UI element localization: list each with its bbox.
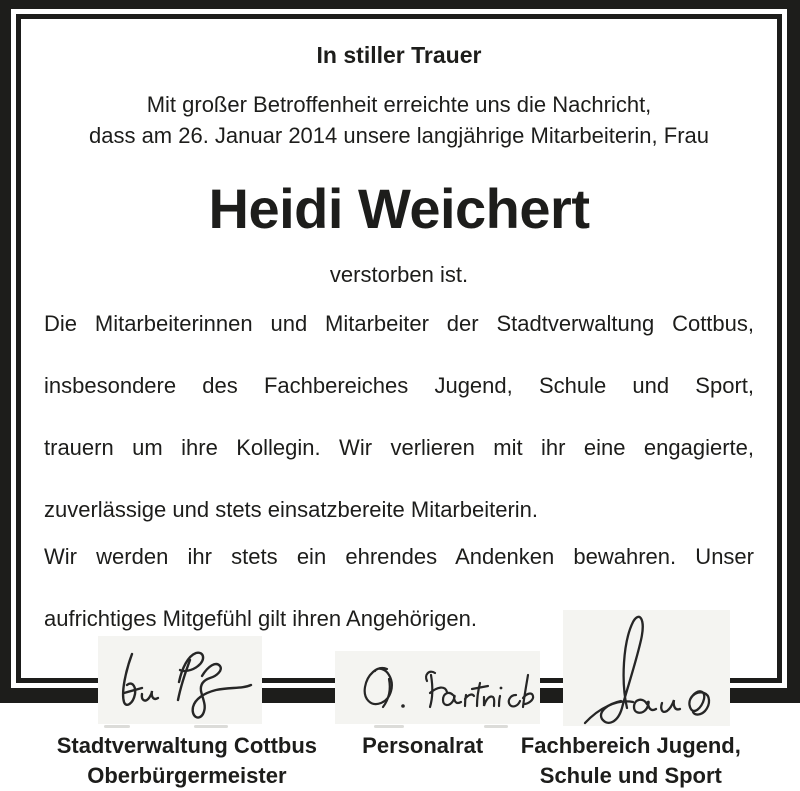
deceased-status: verstorben ist. (329, 262, 469, 287)
signer-col3-line1: Fachbereich Jugend, (520, 733, 741, 758)
signers-row (44, 731, 754, 791)
signature-patch-right (563, 610, 730, 726)
signer-personalrat (354, 731, 492, 791)
signature-handwritten-right-icon (563, 610, 730, 726)
tribute-line-2: insbesondere des Fachbereiches Jugend, Schule und Sport, (44, 373, 754, 398)
signer-col1-line1: Stadtverwaltung Cottbus (56, 733, 318, 758)
condolence-line-1: Wir werden ihr stets ein ehrendes Andenken bewahren. Unser (44, 544, 754, 569)
notice-header: In stiller Trauer (316, 42, 482, 68)
intro-line-2: dass am 26. Januar 2014 unsere langjährige Mitarbeiterin, Frau (88, 123, 710, 148)
signature-patch-middle (335, 651, 540, 724)
tribute-line-4: zuverlässige und stets einsatzbereite Mitarbeiterin. (44, 497, 539, 522)
signer-col3-line2: Schule und Sport (539, 763, 722, 788)
notice-body (16, 14, 782, 788)
signer-col1-line2: Oberbürgermeister (87, 763, 287, 788)
intro-line-1: Mit großer Betroffenheit erreichte uns die Nachricht, (146, 92, 652, 117)
signatures-row (44, 634, 754, 729)
tribute-line-3: trauern um ihre Kollegin. Wir verlieren mit ihr eine engagierte, (44, 435, 754, 460)
condolence-line-2: aufrichtiges Mitgefühl gilt ihren Angehörigen. (44, 606, 477, 631)
deceased-name: Heidi Weichert (208, 177, 590, 240)
signature-handwritten-middle-icon (335, 651, 540, 724)
tribute-line-1: Die Mitarbeiterinnen und Mitarbeiter der Stadtverwaltung Cottbus, (44, 311, 754, 336)
scan-smudge (194, 725, 228, 728)
signer-col2-line1: Personalrat (362, 733, 484, 758)
scan-smudge (374, 725, 404, 728)
tribute-paragraph (44, 308, 754, 525)
signature-patch-left (98, 636, 262, 724)
signature-handwritten-left-icon (98, 636, 262, 724)
signer-stadtverwaltung (44, 731, 330, 791)
signer-fachbereich (508, 731, 754, 791)
frame-gap (11, 9, 787, 788)
scan-smudge (104, 725, 130, 728)
intro-paragraph (44, 89, 754, 151)
scan-smudge (484, 725, 508, 728)
